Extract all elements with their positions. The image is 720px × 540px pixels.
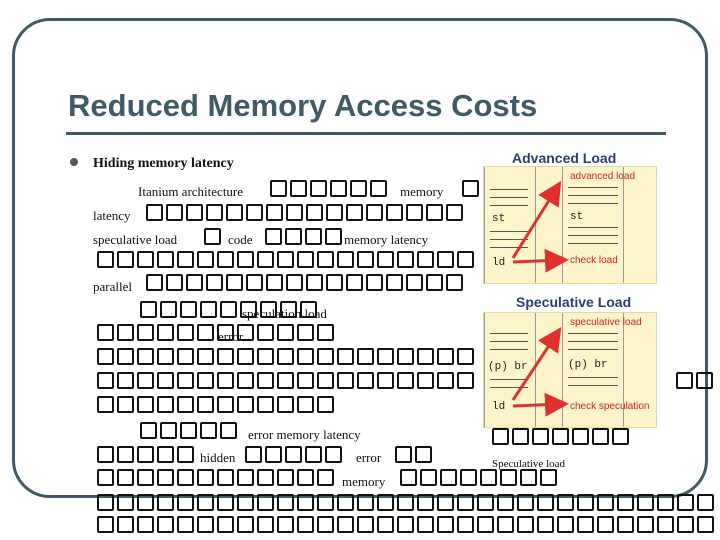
- fragment-memory-2: memory: [342, 474, 386, 489]
- advanced-st-left: st: [492, 213, 506, 225]
- missing-glyphs: [676, 372, 716, 389]
- check-speculation-label: check speculation: [570, 401, 650, 412]
- speculative-pbr-right: (p) br: [568, 359, 608, 371]
- fragment-error-memory-latency: error memory latency: [248, 427, 361, 442]
- fragment-speculative-load: speculative load: [93, 232, 178, 247]
- advanced-ld-left: ld: [492, 257, 506, 269]
- fragment-memory-latency: memory latency: [344, 232, 429, 247]
- fragment-parallel: parallel: [93, 279, 132, 294]
- missing-glyphs: [97, 446, 197, 463]
- fragment-itanium: Itanium architecture: [138, 184, 244, 199]
- bullet-icon: [70, 158, 78, 166]
- diagram-caption: Speculative load: [492, 458, 566, 470]
- speculative-load-arrows-icon: [483, 312, 657, 428]
- advanced-load-label: advanced load: [570, 171, 636, 182]
- advanced-load-title: Advanced Load: [512, 150, 617, 166]
- fragment-speculation-load: speculation load: [242, 306, 327, 321]
- advanced-load-arrows-icon: [483, 166, 657, 284]
- missing-glyphs: [400, 469, 560, 486]
- missing-glyphs: [462, 180, 482, 197]
- check-load-label: check load: [570, 255, 618, 266]
- speculative-load-label: speculative load: [570, 317, 642, 328]
- fragment-error: error: [218, 329, 244, 344]
- fragment-latency: latency: [93, 208, 131, 223]
- missing-glyphs: [146, 204, 466, 221]
- missing-glyphs: [270, 180, 390, 197]
- missing-glyphs: [97, 324, 337, 344]
- missing-glyphs: [97, 396, 337, 413]
- missing-glyphs: [140, 422, 240, 439]
- missing-glyphs: [146, 274, 466, 291]
- slide-title: Reduced Memory Access Costs: [68, 88, 538, 123]
- missing-glyphs: [245, 446, 345, 463]
- missing-glyphs: [265, 228, 345, 245]
- fragment-memory: memory: [400, 184, 444, 199]
- fragment-hidden: hidden: [200, 450, 236, 465]
- bullet-text: Hiding memory latency: [93, 156, 234, 171]
- speculative-pbr-left: (p) br: [488, 361, 528, 373]
- advanced-st-right: st: [570, 211, 584, 223]
- missing-glyphs: [97, 516, 717, 533]
- missing-glyphs: [395, 446, 435, 463]
- missing-glyphs: [97, 372, 477, 389]
- missing-glyphs: [97, 469, 337, 486]
- missing-glyphs: [204, 228, 224, 245]
- speculative-load-title: Speculative Load: [516, 294, 632, 310]
- missing-glyphs: [97, 494, 717, 511]
- fragment-error-2: error: [356, 450, 382, 465]
- missing-glyphs: [492, 428, 632, 445]
- title-divider: [66, 132, 666, 135]
- missing-glyphs: [97, 348, 477, 365]
- fragment-code: code: [228, 232, 253, 247]
- speculative-ld-left: ld: [492, 401, 506, 413]
- missing-glyphs: [97, 251, 477, 268]
